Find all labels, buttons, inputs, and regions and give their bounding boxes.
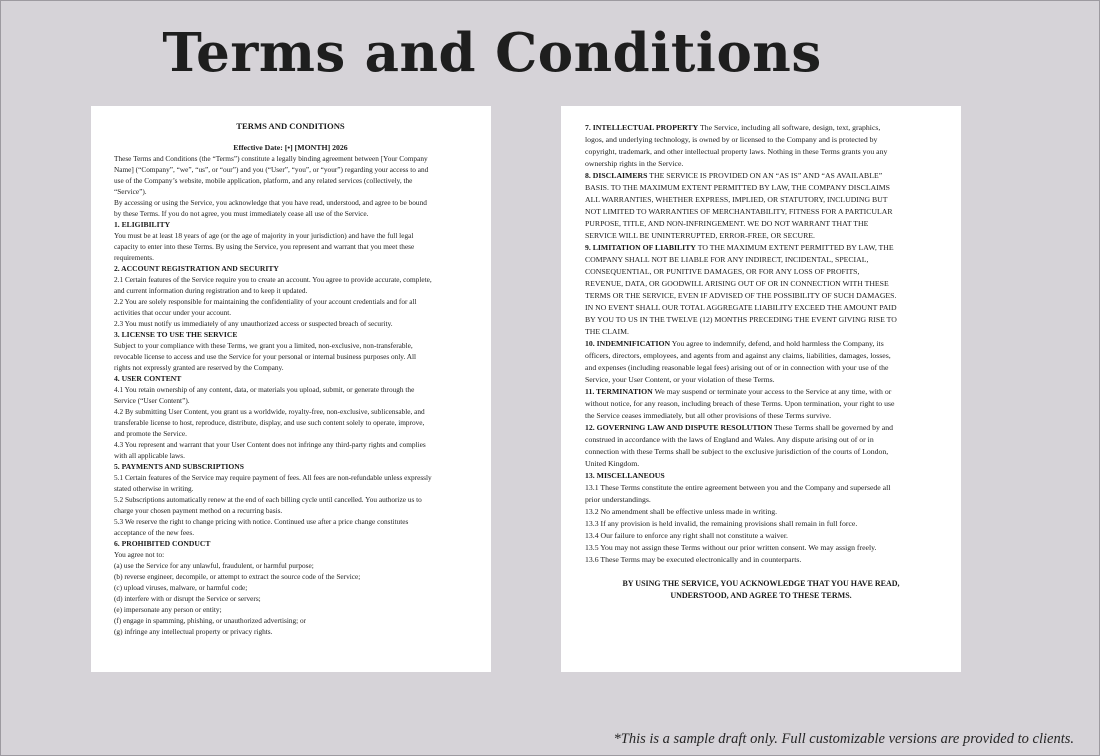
text-line [585, 386, 937, 398]
text-line [585, 302, 937, 314]
text-line [585, 290, 937, 302]
section-heading: 7. INTELLECTUAL PROPERTY [585, 123, 699, 132]
text-line [585, 122, 937, 134]
text-line [585, 206, 937, 218]
section-heading: 9. LIMITATION OF LIABILITY [585, 243, 696, 252]
text-line: “Service”). [114, 187, 147, 196]
line-text: BASIS. TO THE MAXIMUM EXTENT PERMITTED BY LAW, THE COMPANY DISCLAIMS [585, 183, 890, 192]
text-line [585, 362, 937, 374]
text-line: These Terms and Conditions (the “Terms”) constitute a legally binding agreement between [Your Company [114, 154, 428, 163]
text-line [585, 182, 937, 194]
line-text: BY YOU TO US IN THE TWELVE (12) MONTHS PRECEDING THE EVENT GIVING RISE TO [585, 315, 897, 324]
text-line [585, 146, 937, 158]
text-line [585, 242, 937, 254]
line-text: COMPANY SHALL NOT BE LIABLE FOR ANY INDIRECT, INCIDENTAL, SPECIAL, [585, 255, 869, 264]
text-line [585, 530, 937, 542]
text-line [585, 266, 937, 278]
text-line [585, 374, 937, 386]
section-heading: 4. USER CONTENT [114, 374, 182, 383]
section-heading: 8. DISCLAIMERS [585, 171, 648, 180]
line-text: officers, directors, employees, and agents from and against any claims, liabilities, damages, losses, [585, 351, 891, 360]
text-line: stated otherwise in writing. [114, 484, 194, 493]
line-text: prior understandings. [585, 495, 651, 504]
text-line [585, 254, 937, 266]
line-text: United Kingdom. [585, 459, 640, 468]
section-heading: 10. INDEMNIFICATION [585, 339, 671, 348]
text-line [585, 434, 937, 446]
text-line: Service (“User Content”). [114, 396, 190, 405]
line-text: You agree to indemnify, defend, and hold harmless the Company, its [670, 339, 884, 348]
text-line: Name] (“Company”, “we”, “us”, or “our”) and you (“User”, “you”, or “your”) regarding your access to and [114, 165, 429, 174]
section-heading: 12. GOVERNING LAW AND DISPUTE RESOLUTION [585, 423, 773, 432]
section-heading: 1. ELIGIBILITY [114, 220, 171, 229]
line-text: The Service, including all software, design, text, graphics, [698, 123, 881, 132]
text-line: activities that occur under your account. [114, 308, 232, 317]
text-line [585, 422, 937, 434]
line-text: construed in accordance with the laws of England and Wales. Any dispute arising out of or in [585, 435, 874, 444]
text-line: (a) use the Service for any unlawful, fraudulent, or harmful purpose; [114, 561, 314, 570]
closing-acknowledgement [585, 578, 937, 603]
text-line: 2.3 You must notify us immediately of any unauthorized access or suspected breach of security. [114, 319, 393, 328]
text-line: 2.2 You are solely responsible for maintaining the confidentiality of your account credentials and for all [114, 297, 417, 306]
text-line: 2.1 Certain features of the Service require you to create an account. You agree to provide accurate, complete, [114, 275, 432, 284]
section-heading: 13. MISCELLANEOUS [585, 471, 665, 480]
text-line: You must be at least 18 years of age (or the age of majority in your jurisdiction) and have the full legal [114, 231, 414, 240]
line-text: THE CLAIM. [585, 327, 629, 336]
line-text: CONSEQUENTIAL, OR PUNITIVE DAMAGES, OR FOR ANY LOSS OF PROFITS, [585, 267, 860, 276]
text-line: (d) interfere with or disrupt the Service or servers; [114, 594, 261, 603]
section-heading: 6. PROHIBITED CONDUCT [114, 539, 211, 548]
text-line [585, 410, 937, 422]
line-text: ownership rights in the Service. [585, 159, 684, 168]
line-text: TO THE MAXIMUM EXTENT PERMITTED BY LAW, THE [695, 243, 894, 252]
line-text: 13.6 These Terms may be executed electronically and in counterparts. [585, 555, 802, 564]
text-line: By accessing or using the Service, you acknowledge that you have read, understood, and agree to be bound [114, 198, 427, 207]
line-text: logos, and underlying technology, is owned by or licensed to the Company and is protected by [585, 135, 878, 144]
text-line: 4.3 You represent and warrant that your User Content does not infringe any third-party rights and complies [114, 440, 426, 449]
text-line [585, 134, 937, 146]
text-line [585, 482, 937, 494]
line-text: copyright, trademark, and other intellectual property laws. Nothing in these Terms grants you any [585, 147, 888, 156]
text-line [585, 398, 937, 410]
text-line: by these Terms. If you do not agree, you must immediately cease all use of the Service. [114, 209, 369, 218]
text-line: (b) reverse engineer, decompile, or attempt to extract the source code of the Service; [114, 572, 361, 581]
text-line: use of the Company’s website, mobile application, platform, and any related services (collectively, the [114, 176, 413, 185]
section-heading: 5. PAYMENTS AND SUBSCRIPTIONS [114, 462, 244, 471]
text-line: acceptance of the new fees. [114, 528, 195, 537]
text-line [585, 506, 937, 518]
text-line: 4.1 You retain ownership of any content, data, or materials you upload, submit, or generate through the [114, 385, 415, 394]
line-text: without notice, for any reason, including breach of these Terms. Upon termination, your right to use [585, 399, 895, 408]
text-line: (c) upload viruses, malware, or harmful code; [114, 583, 248, 592]
text-line: (e) impersonate any person or entity; [114, 605, 222, 614]
text-line: (g) infringe any intellectual property or privacy rights. [114, 627, 273, 636]
text-line [585, 494, 937, 506]
text-line: transferable license to host, reproduce, distribute, display, and use such content solely to operate, improve, [114, 418, 425, 427]
text-line: charge your chosen payment method on a recurring basis. [114, 506, 283, 515]
section-heading: 3. LICENSE TO USE THE SERVICE [114, 330, 238, 339]
text-line [585, 194, 937, 206]
text-line [585, 458, 937, 470]
text-line: 4.2 By submitting User Content, you grant us a worldwide, royalty-free, non-exclusive, sublicensable, and [114, 407, 425, 416]
line-text: the Service ceases immediately, but all other provisions of these Terms survive. [585, 411, 832, 420]
text-line: and current information during registration and to keep it updated. [114, 286, 308, 295]
text-line [585, 230, 937, 242]
page-title: Terms and Conditions [162, 22, 822, 84]
text-line: (f) engage in spamming, phishing, or unauthorized advertising; or [114, 616, 307, 625]
document-title: TERMS AND CONDITIONS [236, 121, 345, 131]
document-page-right [561, 106, 961, 672]
text-line [585, 326, 937, 338]
right-page-body [585, 122, 937, 566]
line-text: 13.4 Our failure to enforce any right shall not constitute a waiver. [585, 531, 788, 540]
line-text: ALL WARRANTIES, WHETHER EXPRESS, IMPLIED, OR STATUTORY, INCLUDING BUT [585, 195, 888, 204]
text-line: revocable license to access and use the Service for your personal or internal business purposes only. All [114, 352, 417, 361]
text-line [585, 350, 937, 362]
text-line [585, 446, 937, 458]
text-line [585, 314, 937, 326]
line-text: REVENUE, DATA, OR GOODWILL ARISING OUT OF OR IN CONNECTION WITH THESE [585, 279, 889, 288]
line-text: THE SERVICE IS PROVIDED ON AN “AS IS” AND “AS AVAILABLE” [647, 171, 883, 180]
text-line: 5.1 Certain features of the Service may require payment of fees. All fees are non-refundable unless expressly [114, 473, 432, 482]
line-text: NOT LIMITED TO WARRANTIES OF MERCHANTABILITY, FITNESS FOR A PARTICULAR [585, 207, 893, 216]
text-line [585, 470, 937, 482]
line-text: 13.2 No amendment shall be effective unless made in writing. [585, 507, 778, 516]
line-text: IN NO EVENT SHALL OUR TOTAL AGGREGATE LIABILITY EXCEED THE AMOUNT PAID [585, 303, 897, 312]
text-line: requirements. [114, 253, 154, 262]
section-heading: 11. TERMINATION [585, 387, 653, 396]
text-line [585, 518, 937, 530]
sample-disclaimer: *This is a sample draft only. Full customizable versions are provided to clients. [613, 731, 1074, 747]
text-line: 5.2 Subscriptions automatically renew at the end of each billing cycle until cancelled. You authorize us to [114, 495, 422, 504]
closing-line: UNDERSTOOD, AND AGREE TO THESE TERMS. [670, 591, 852, 601]
line-text: 13.5 You may not assign these Terms without our prior written consent. We may assign freely. [585, 543, 877, 552]
effective-date: Effective Date: [•] [MONTH] 2026 [233, 143, 348, 152]
text-line: and promote the Service. [114, 429, 187, 438]
left-page-body [114, 153, 467, 637]
text-line [585, 218, 937, 230]
text-line [585, 170, 937, 182]
text-line [585, 278, 937, 290]
text-line [585, 338, 937, 350]
line-text: We may suspend or terminate your access to the Service at any time, with or [652, 387, 892, 396]
text-line [585, 542, 937, 554]
text-line: with all applicable laws. [114, 451, 185, 460]
line-text: These Terms shall be governed by and [772, 423, 893, 432]
line-text: PURPOSE, TITLE, AND NON-INFRINGEMENT. WE DO NOT WARRANT THAT THE [585, 219, 869, 228]
section-heading: 2. ACCOUNT REGISTRATION AND SECURITY [114, 264, 279, 273]
line-text: Service, your User Content, or your violation of these Terms. [585, 375, 775, 384]
text-line: capacity to enter into these Terms. By using the Service, you represent and warrant that you meet these [114, 242, 415, 251]
document-page-left [91, 106, 491, 672]
line-text: connection with these Terms shall be subject to the exclusive jurisdiction of the courts of London, [585, 447, 889, 456]
line-text: 13.1 These Terms constitute the entire agreement between you and the Company and supersede all [585, 483, 891, 492]
text-line [585, 158, 937, 170]
text-line: Subject to your compliance with these Terms, we grant you a limited, non-exclusive, non-transferable, [114, 341, 413, 350]
line-text: 13.3 If any provision is held invalid, the remaining provisions shall remain in full force. [585, 519, 858, 528]
line-text: SERVICE WILL BE UNINTERRUPTED, ERROR-FREE, OR SECURE. [585, 231, 815, 240]
line-text: and expenses (including reasonable legal fees) arising out of or in connection with your use of the [585, 363, 889, 372]
closing-line: BY USING THE SERVICE, YOU ACKNOWLEDGE THAT YOU HAVE READ, [622, 579, 900, 588]
line-text: TERMS OR THE SERVICE, EVEN IF ADVISED OF THE POSSIBILITY OF SUCH DAMAGES. [585, 291, 897, 300]
text-line [585, 554, 937, 566]
text-line: You agree not to: [114, 550, 165, 559]
text-line: 5.3 We reserve the right to change pricing with notice. Continued use after a price change constitutes [114, 517, 409, 526]
text-line: rights not expressly granted are reserved by the Company. [114, 363, 284, 372]
